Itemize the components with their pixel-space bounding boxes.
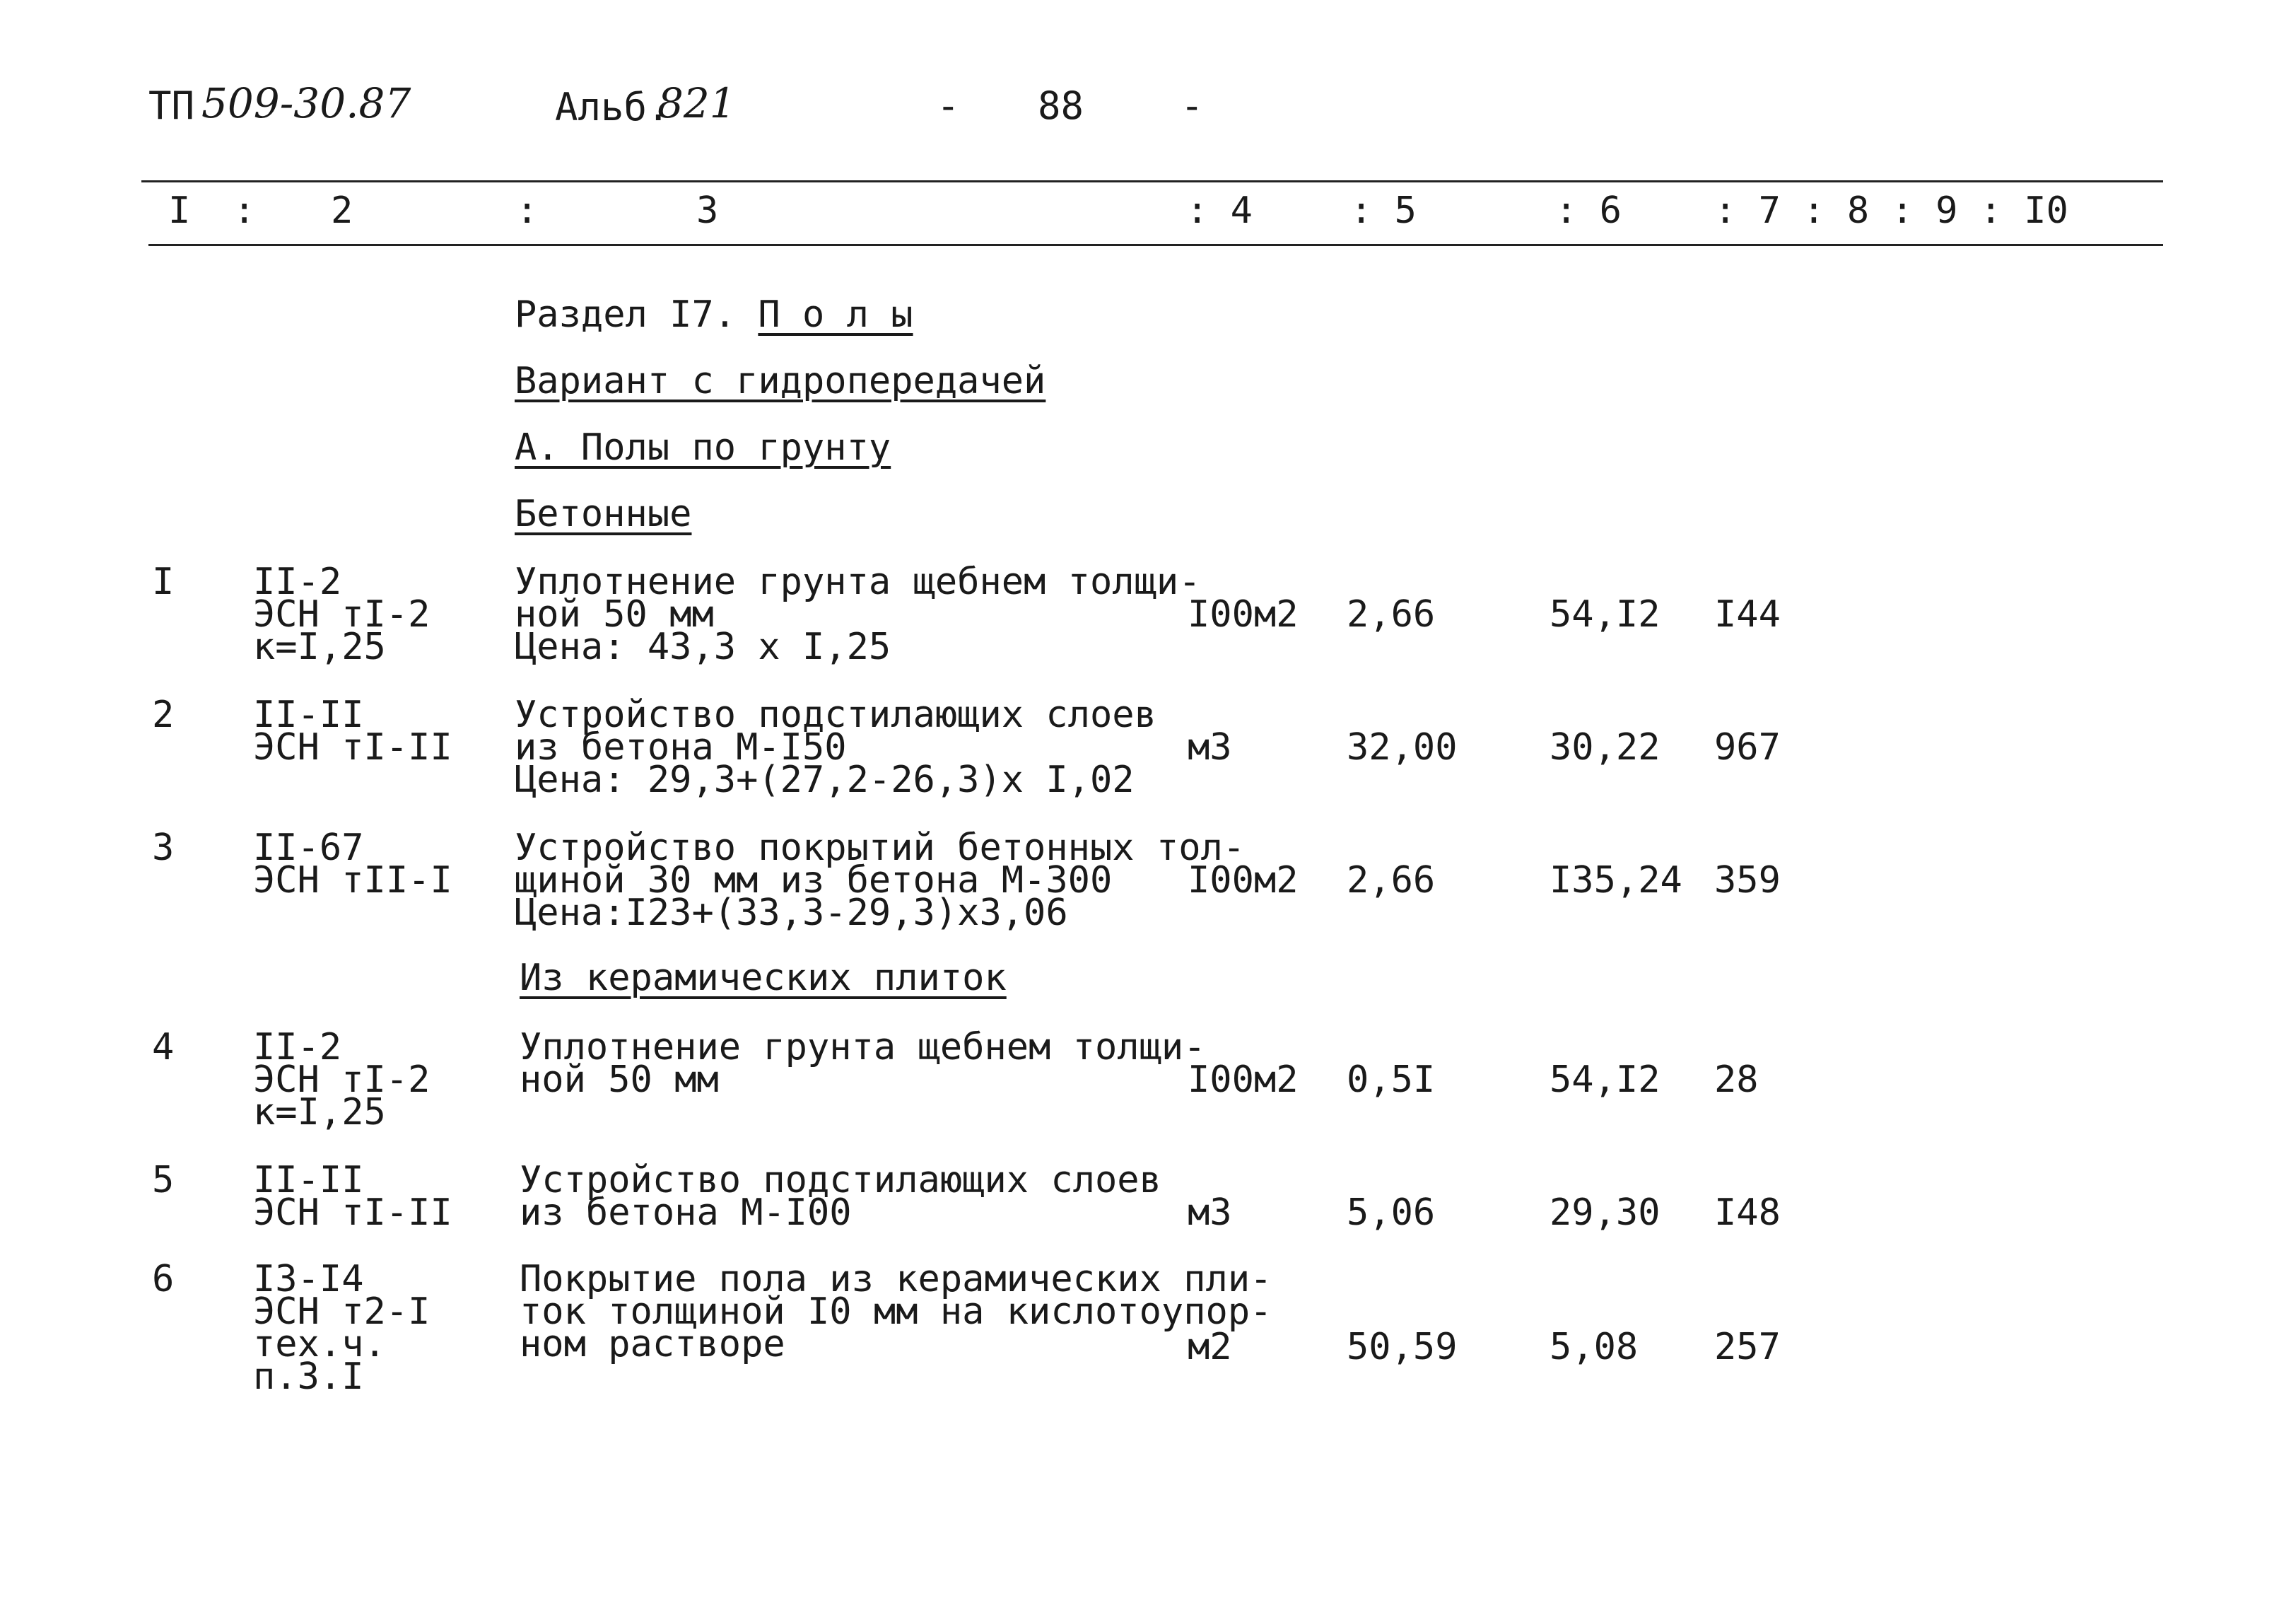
album-prefix: Альб. [555,85,670,129]
row-6-desc: Покрытие пола из керамических пли- ток толщиной I0 мм на кислотоупор- ном растворе [520,1258,1272,1365]
section-title-name: П о л ы [758,293,913,336]
row-4-code: II-2 ЭСН тI-2 к=I,25 [253,1026,430,1133]
row-4-num: 4 [152,1026,175,1068]
row-3-unit: I00м2 [1188,859,1299,902]
row-6-code: I3-I4 ЭСН т2-I тех.ч. п.3.I [253,1258,430,1398]
row-3-price: I35,24 [1550,859,1682,902]
page-dash-right: - [1181,83,1204,128]
row-4-qty: 0,5I [1347,1059,1436,1101]
row-2-total: 967 [1714,726,1781,769]
row-1-code: II-2 ЭСН тI-2 к=I,25 [253,561,430,668]
section-title [515,293,913,336]
row-4-unit: I00м2 [1188,1059,1299,1101]
col-header-sep-1: : [233,190,256,232]
row-3-total: 359 [1714,859,1781,902]
row-5-num: 5 [152,1159,175,1201]
page-dash-left: - [937,83,960,128]
col-header-sep-2: : [516,190,539,232]
row-5-unit: м3 [1188,1191,1232,1234]
col-header-6: : 6 [1555,190,1622,232]
col-header-3: 3 [696,190,719,232]
row-5-code: II-II ЭСН тI-II [253,1159,452,1234]
row-2-code: II-II ЭСН тI-II [253,694,452,769]
row-4-total: 28 [1714,1059,1759,1101]
subsection-heading: А. Полы по грунту [515,426,891,469]
row-6-num: 6 [152,1258,175,1300]
row-6-price: 5,08 [1550,1326,1639,1368]
variant-heading: Вариант с гидропередачей [515,360,1046,402]
row-5-total: I48 [1714,1191,1781,1234]
row-1-price: 54,I2 [1550,593,1660,636]
doc-prefix: ТП [148,83,195,128]
row-6-unit: м2 [1188,1326,1232,1368]
row-4-price: 54,I2 [1550,1059,1660,1101]
row-5-qty: 5,06 [1347,1191,1436,1234]
row-1-qty: 2,66 [1347,593,1436,636]
row-5-desc: Устройство подстилающих слоев из бетона М-I00 [520,1159,1161,1234]
col-header-2: 2 [331,190,353,232]
row-1-desc: Уплотнение грунта щебнем толщи- ной 50 мм Цена: 43,3 х I,25 [515,561,1201,668]
col-header-1: I [168,190,191,232]
row-4-desc: Уплотнение грунта щебнем толщи- ной 50 мм [520,1026,1206,1101]
col-header-5: : 5 [1350,190,1417,232]
row-6-total: 257 [1714,1326,1781,1368]
group-heading-concrete: Бетонные [515,493,692,535]
row-1-num: I [152,561,175,603]
header-rule-top [141,180,2163,182]
row-2-qty: 32,00 [1347,726,1458,769]
row-2-desc: Устройство подстилающих слоев из бетона М-I50 Цена: 29,3+(27,2-26,3)х I,02 [515,694,1156,801]
col-header-7-10: : 7 : 8 : 9 : I0 [1714,190,2068,232]
row-6-qty: 50,59 [1347,1326,1458,1368]
doc-number: 509-30.87 [201,79,411,127]
row-3-qty: 2,66 [1347,859,1436,902]
row-2-num: 2 [152,694,175,736]
page-number: 88 [1038,83,1084,128]
album-number: 821 [657,79,736,127]
row-1-total: I44 [1714,593,1781,636]
group-heading-ceramic: Из керамических плиток [520,957,1007,999]
section-title-prefix: Раздел I7. [515,293,737,336]
row-3-code: II-67 ЭСН тII-I [253,827,452,902]
row-3-num: 3 [152,827,175,869]
row-3-desc: Устройство покрытий бетонных тол- щиной 30 мм из бетона М-300 Цена:I23+(33,3-29,3)х3,06 [515,827,1246,934]
row-5-price: 29,30 [1550,1191,1660,1234]
header-rule-bottom [148,244,2163,246]
row-2-unit: м3 [1188,726,1232,769]
row-1-unit: I00м2 [1188,593,1299,636]
row-2-price: 30,22 [1550,726,1660,769]
col-header-4: : 4 [1186,190,1253,232]
